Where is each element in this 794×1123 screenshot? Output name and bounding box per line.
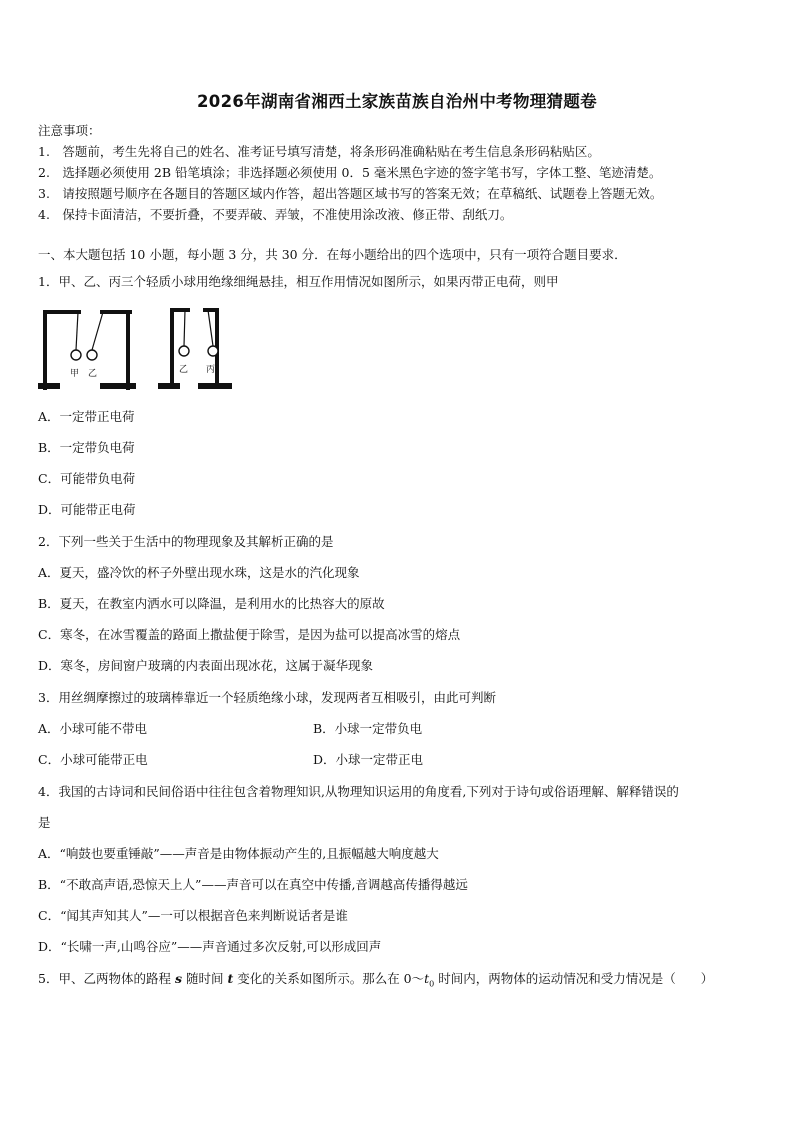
balls-right (179, 346, 218, 356)
question-4-option-c[interactable]: C．“闻其声知其人”—一可以根据音色来判断说话者是谁 (38, 908, 348, 923)
question-5-stem-part-a: 5．甲、乙两物体的路程 (38, 971, 175, 986)
question-3-stem: 3．用丝绸摩擦过的玻璃棒靠近一个轻质绝缘小球，发现两者互相吸引，由此可判断 (38, 690, 496, 705)
question-1-option-a[interactable]: A．一定带正电荷 (38, 409, 135, 424)
notice-item-4: 4. 保持卡面清洁，不要折叠，不要弄破、弄皱，不准使用涂改液、修正带、刮纸刀。 (38, 207, 513, 222)
question-5-stem (38, 969, 713, 989)
question-1-stem: 1．甲、乙、丙三个轻质小球用绝缘细绳悬挂，相互作用情况如图所示，如果丙带正电荷，则甲 (38, 274, 559, 289)
question-3-option-a[interactable]: A．小球可能不带电 (38, 721, 148, 736)
question-5-stem-part-c: 变化的关系如图所示。那么在 0～ (233, 971, 425, 986)
balls-left (71, 350, 97, 360)
question-4-option-b[interactable]: B．“不敢高声语,恐惊天上人”——声音可以在真空中传播,音调越高传播得越远 (38, 877, 468, 892)
section-heading: 一、本大题包括 10 小题，每小题 3 分，共 30 分．在每小题给出的四个选项中，只有一项符合题目要求． (38, 247, 627, 262)
label-yi-left: 乙 (88, 369, 98, 379)
strings-right (184, 310, 213, 346)
question-1-option-c[interactable]: C．可能带负电荷 (38, 471, 136, 486)
question-4-option-d[interactable]: D．“长啸一声,山鸣谷应”——声音通过多次反射,可以形成回声 (38, 939, 382, 954)
page-title: 2026年湖南省湘西土家族苗族自治州中考物理猜题卷 (197, 92, 597, 111)
notice-heading: 注意事项： (38, 123, 101, 138)
question-3-option-d[interactable]: D．小球一定带正电 (313, 752, 424, 767)
question-2-option-b[interactable]: B．夏天，在教室内洒水可以降温，是利用水的比热容大的原故 (38, 596, 385, 611)
label-jia: 甲 (70, 369, 80, 379)
strings-left (76, 312, 103, 350)
question-5-stem-part-b: 随时间 (181, 971, 228, 986)
question-4-stem-line1: 4．我国的古诗词和民间俗语中往往包含着物理知识,从物理知识运用的角度看,下列对于诗句或俗语理解、解释错误的 (38, 784, 679, 799)
notice-item-3: 3. 请按照题号顺序在各题目的答题区域内作答，超出答题区域书写的答案无效；在草稿纸、试题卷上答题无效。 (38, 186, 663, 201)
question-2-option-a[interactable]: A．夏天，盛冷饮的杯子外壁出现水珠，这是水的汽化现象 (38, 565, 360, 580)
stand-right (158, 308, 232, 389)
question-1-option-d[interactable]: D．可能带正电荷 (38, 502, 136, 517)
label-bing: 丙 (206, 365, 216, 375)
question-3-option-c[interactable]: C．小球可能带正电 (38, 752, 148, 767)
notice-item-1: 1. 答题前，考生先将自己的姓名、准考证号填写清楚，将条形码准确粘贴在考生信息条形码粘贴区。 (38, 144, 600, 159)
subscript-0: 0 (429, 979, 435, 989)
label-yi-right: 乙 (179, 365, 189, 375)
question-1-option-b[interactable]: B．一定带负电荷 (38, 440, 135, 455)
question-1-figure (38, 300, 238, 395)
notice-item-2: 2. 选择题必须使用 2B 铅笔填涂；非选择题必须使用 0．5 毫米黑色字迹的签字笔书写，字体工整、笔迹清楚。 (38, 165, 662, 180)
question-5-stem-part-d: 时间内，两物体的运动情况和受力情况是（ ） (434, 971, 714, 986)
variable-s: s (174, 971, 182, 986)
question-4-stem-line2: 是 (38, 815, 51, 830)
question-2-stem: 2．下列一些关于生活中的物理现象及其解析正确的是 (38, 534, 334, 549)
question-3-option-b[interactable]: B．小球一定带负电 (313, 721, 423, 736)
stand-left (38, 310, 136, 390)
question-2-option-d[interactable]: D．寒冬，房间窗户玻璃的内表面出现冰花，这属于凝华现象 (38, 658, 374, 673)
variable-t0: t (424, 971, 430, 986)
question-4-option-a[interactable]: A．“响鼓也要重锤敲”——声音是由物体振动产生的,且振幅越大响度越大 (38, 846, 439, 861)
variable-t: t (227, 971, 234, 986)
question-2-option-c[interactable]: C．寒冬，在冰雪覆盖的路面上撒盐便于除雪，是因为盐可以提高冰雪的熔点 (38, 627, 461, 642)
